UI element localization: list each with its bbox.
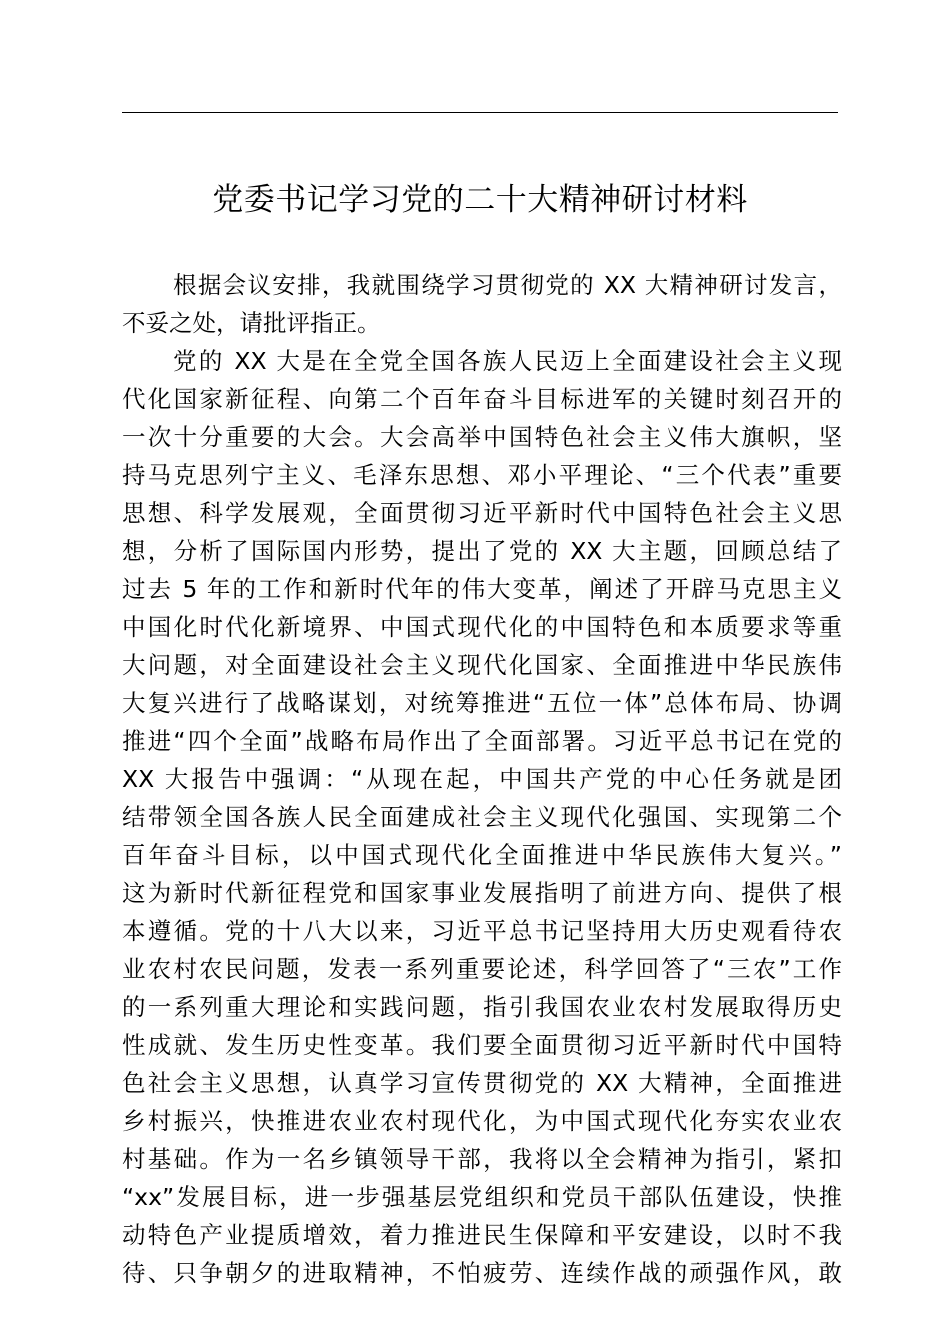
paragraph-line: 结带领全国各族人民全面建成社会主义现代化强国、实现第二个 (122, 803, 842, 831)
paragraph-line: “xx”发展目标，进一步强基层党组织和党员干部队伍建设，快推 (122, 1183, 842, 1211)
paragraph-line: 动特色产业提质增效，着力推进民生保障和平安建设，以时不我 (122, 1221, 842, 1249)
paragraph-line: 百年奋斗目标，以中国式现代化全面推进中华民族伟大复兴。” (122, 841, 842, 869)
paragraph-line: 想，分析了国际国内形势，提出了党的 XX 大主题，回顾总结了 (122, 537, 842, 565)
paragraph-line: 大复兴进行了战略谋划，对统筹推进“五位一体”总体布局、协调 (122, 689, 842, 717)
paragraph-line: 乡村振兴，快推进农业农村现代化，为中国式现代化夯实农业农 (122, 1107, 842, 1135)
document-title: 党委书记学习党的二十大精神研讨材料 (212, 182, 748, 218)
paragraph-line: 待、只争朝夕的进取精神，不怕疲劳、连续作战的顽强作风，敢 (122, 1259, 842, 1287)
paragraph-line: 本遵循。党的十八大以来，习近平总书记坚持用大历史观看待农 (122, 917, 842, 945)
paragraph-line: 中国化时代化新境界、中国式现代化的中国特色和本质要求等重 (122, 613, 842, 641)
paragraph-line: 过去 5 年的工作和新时代年的伟大变革，阐述了开辟马克思主义 (122, 575, 842, 603)
header-rule (122, 112, 838, 113)
paragraph-line: 业农村农民问题，发表一系列重要论述，科学回答了“三农”工作 (122, 955, 842, 983)
paragraph-line: 党的 XX 大是在全党全国各族人民迈上全面建设社会主义现 (173, 347, 842, 375)
paragraph-line: 代化国家新征程、向第二个百年奋斗目标进军的关键时刻召开的 (122, 385, 842, 413)
paragraph-line: 根据会议安排，我就围绕学习贯彻党的 XX 大精神研讨发言， (173, 271, 842, 299)
paragraph-line: 性成就、发生历史性变革。我们要全面贯彻习近平新时代中国特 (122, 1031, 842, 1059)
paragraph-line: 的一系列重大理论和实践问题，指引我国农业农村发展取得历史 (122, 993, 842, 1021)
paragraph-line: 一次十分重要的大会。大会高举中国特色社会主义伟大旗帜，坚 (122, 423, 842, 451)
paragraph-line: 思想、科学发展观，全面贯彻习近平新时代中国特色社会主义思 (122, 499, 842, 527)
paragraph-line: 不妥之处，请批评指正。 (122, 309, 381, 337)
paragraph-line: 推进“四个全面”战略布局作出了全面部署。习近平总书记在党的 (122, 727, 842, 755)
paragraph-line: 村基础。作为一名乡镇领导干部，我将以全会精神为指引，紧扣 (122, 1145, 842, 1173)
paragraph-line: 色社会主义思想，认真学习宣传贯彻党的 XX 大精神，全面推进 (122, 1069, 842, 1097)
paragraph-line: XX 大报告中强调：“从现在起，中国共产党的中心任务就是团 (122, 765, 842, 793)
paragraph-line: 大问题，对全面建设社会主义现代化国家、全面推进中华民族伟 (122, 651, 842, 679)
paragraph-line: 持马克思列宁主义、毛泽东思想、邓小平理论、“三个代表”重要 (122, 461, 842, 489)
paragraph-line: 这为新时代新征程党和国家事业发展指明了前进方向、提供了根 (122, 879, 842, 907)
document-body (122, 266, 842, 1292)
